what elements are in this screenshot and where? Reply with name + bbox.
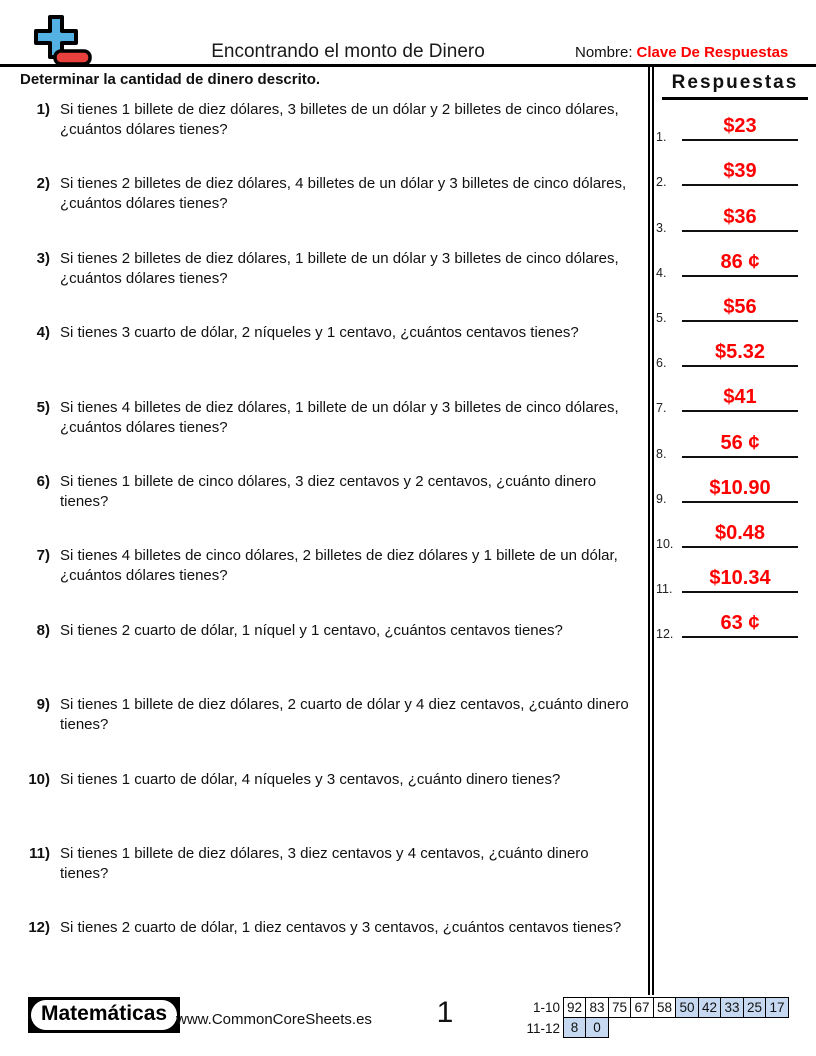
question-item <box>20 695 644 769</box>
answer-number: 12. <box>656 627 674 642</box>
question-text: Si tienes 2 billetes de diez dólares, 1 billete de un dólar y 3 billetes de cinco dólares, ¿cuántos dólares tienes? <box>60 249 619 287</box>
answer-blank-line <box>682 296 798 322</box>
score-cell: 17 <box>765 997 789 1018</box>
question-number: 8) <box>36 621 50 639</box>
question-item <box>20 472 644 546</box>
question-text: Si tienes 1 billete de diez dólares, 2 cuarto de dólar y 4 diez centavos, ¿cuánto dinero tienes? <box>60 696 629 734</box>
grading-row <box>522 997 789 1018</box>
question-text: Si tienes 2 cuarto de dólar, 1 níquel y 1 centavo, ¿cuántos centavos tienes? <box>60 621 563 639</box>
answer-number: 10. <box>656 536 674 551</box>
question-text: Si tienes 1 cuarto de dólar, 4 níqueles y 3 centavos, ¿cuánto dinero tienes? <box>60 770 561 788</box>
question-item <box>20 323 644 397</box>
question-number: 4) <box>36 324 50 342</box>
answer-number: 9. <box>656 491 667 506</box>
answer-number: 7. <box>656 401 667 416</box>
answer-value: $56 <box>723 295 757 318</box>
answer-row <box>656 513 806 558</box>
column-divider <box>648 67 654 995</box>
question-text: Si tienes 1 billete de diez dólares, 3 diez centavos y 4 centavos, ¿cuánto dinero tienes? <box>60 844 589 882</box>
website-url: www.CommonCoreSheets.es <box>176 1011 372 1028</box>
score-cell: 92 <box>563 997 587 1018</box>
score-cell: 67 <box>630 997 654 1018</box>
question-number: 2) <box>36 175 50 193</box>
question-text: Si tienes 4 billetes de cinco dólares, 2 billetes de diez dólares y 1 billete de un dólar, ¿cuántos dólares tienes? <box>60 547 618 585</box>
score-cell: 58 <box>653 997 677 1018</box>
answer-row <box>656 151 806 196</box>
score-cell: 42 <box>698 997 722 1018</box>
answer-number: 11. <box>656 582 673 597</box>
answer-row <box>656 468 806 513</box>
answer-row <box>656 196 806 241</box>
answer-blank-line <box>682 432 798 458</box>
question-number: 3) <box>36 249 50 267</box>
answer-row <box>656 377 806 422</box>
answer-blank-line <box>682 206 798 232</box>
answer-blank-line <box>682 115 798 141</box>
answer-value: $41 <box>723 386 757 409</box>
question-text: Si tienes 4 billetes de diez dólares, 1 billete de un dólar y 3 billetes de cinco dólares, ¿cuántos dólares tienes? <box>60 398 619 436</box>
answer-blank-line <box>682 477 798 503</box>
answer-value: $39 <box>723 160 757 183</box>
answer-value: $0.48 <box>714 521 766 544</box>
answer-blank-line <box>682 612 798 638</box>
instruction-text: Determinar la cantidad de dinero descrito. <box>20 71 321 88</box>
name-label: Nombre: <box>575 44 633 61</box>
answer-blank-line <box>682 386 798 412</box>
score-cell: 25 <box>743 997 767 1018</box>
answer-blank-line <box>682 522 798 548</box>
question-item <box>20 398 644 472</box>
answer-value: 63 ¢ <box>720 612 760 635</box>
answer-number: 8. <box>656 446 667 461</box>
answer-number: 3. <box>656 220 667 235</box>
answer-number: 1. <box>656 130 667 145</box>
question-number: 7) <box>36 547 50 565</box>
question-number: 5) <box>36 398 50 416</box>
grading-row-label: 1-10 <box>532 1000 560 1015</box>
page-number: 1 <box>436 996 454 1029</box>
answer-value: 86 ¢ <box>720 250 760 273</box>
answer-number: 2. <box>656 175 667 190</box>
score-cell: 0 <box>585 1017 609 1038</box>
question-number: 11) <box>29 844 50 862</box>
question-text: Si tienes 3 cuarto de dólar, 2 níqueles y 1 centavo, ¿cuántos centavos tienes? <box>60 324 579 342</box>
answer-number: 4. <box>656 265 667 280</box>
grading-table <box>522 997 789 1039</box>
question-text: Si tienes 2 billetes de diez dólares, 4 billetes de un dólar y 3 billetes de cinco dólares, ¿cuántos dólares tienes? <box>60 175 627 213</box>
answer-value: $10.34 <box>709 567 771 590</box>
answer-key-label: Clave De Respuestas <box>636 44 789 61</box>
answer-blank-line <box>682 251 798 277</box>
brand-name: Matemáticas <box>31 1000 177 1030</box>
answer-value: $36 <box>723 205 757 228</box>
answer-blank-line <box>682 160 798 186</box>
grading-row-label: 11-12 <box>526 1021 560 1036</box>
question-number: 12) <box>28 919 50 937</box>
question-item <box>20 100 644 174</box>
header-rule <box>0 64 816 67</box>
question-item <box>20 174 644 248</box>
question-item <box>20 770 644 844</box>
question-item <box>20 546 644 620</box>
question-number: 10) <box>28 770 50 788</box>
answers-header: Respuestas <box>662 72 808 100</box>
answer-value: 56 ¢ <box>720 431 760 454</box>
answer-number: 5. <box>656 310 667 325</box>
score-cell: 50 <box>675 997 699 1018</box>
answer-row <box>656 242 806 287</box>
score-cell: 83 <box>585 997 609 1018</box>
page-title: Encontrando el monto de Dinero <box>211 41 485 62</box>
answer-blank-line <box>682 341 798 367</box>
question-text: Si tienes 1 billete de diez dólares, 3 billetes de un dólar y 2 billetes de cinco dólares, ¿cuántos dólares tienes? <box>60 101 619 138</box>
answer-row <box>656 558 806 603</box>
answer-value: $5.32 <box>714 341 766 364</box>
answer-row <box>656 332 806 377</box>
answer-row <box>656 287 806 332</box>
question-text: Si tienes 1 billete de cinco dólares, 3 diez centavos y 2 centavos, ¿cuánto dinero tienes? <box>60 472 597 510</box>
question-number: 1) <box>36 101 50 118</box>
answer-value: $23 <box>723 115 757 138</box>
answer-value: $10.90 <box>709 476 771 499</box>
brand-logo <box>28 997 180 1033</box>
answer-blank-line <box>682 567 798 593</box>
answer-row <box>656 422 806 467</box>
score-cell: 8 <box>563 1017 587 1038</box>
question-item <box>20 844 644 918</box>
name-row <box>575 44 788 61</box>
answer-number: 6. <box>656 356 667 371</box>
question-number: 6) <box>36 472 50 490</box>
score-cell: 75 <box>608 997 632 1018</box>
answer-row <box>656 603 806 648</box>
questions-list <box>20 100 644 993</box>
question-text: Si tienes 2 cuarto de dólar, 1 diez centavos y 3 centavos, ¿cuántos centavos tienes? <box>60 919 622 937</box>
question-item <box>20 621 644 695</box>
answer-row <box>656 106 806 151</box>
question-item <box>20 249 644 323</box>
question-item <box>20 918 644 992</box>
score-cell: 33 <box>720 997 744 1018</box>
answers-list <box>656 106 806 648</box>
question-number: 9) <box>36 696 50 714</box>
grading-row <box>522 1018 789 1039</box>
